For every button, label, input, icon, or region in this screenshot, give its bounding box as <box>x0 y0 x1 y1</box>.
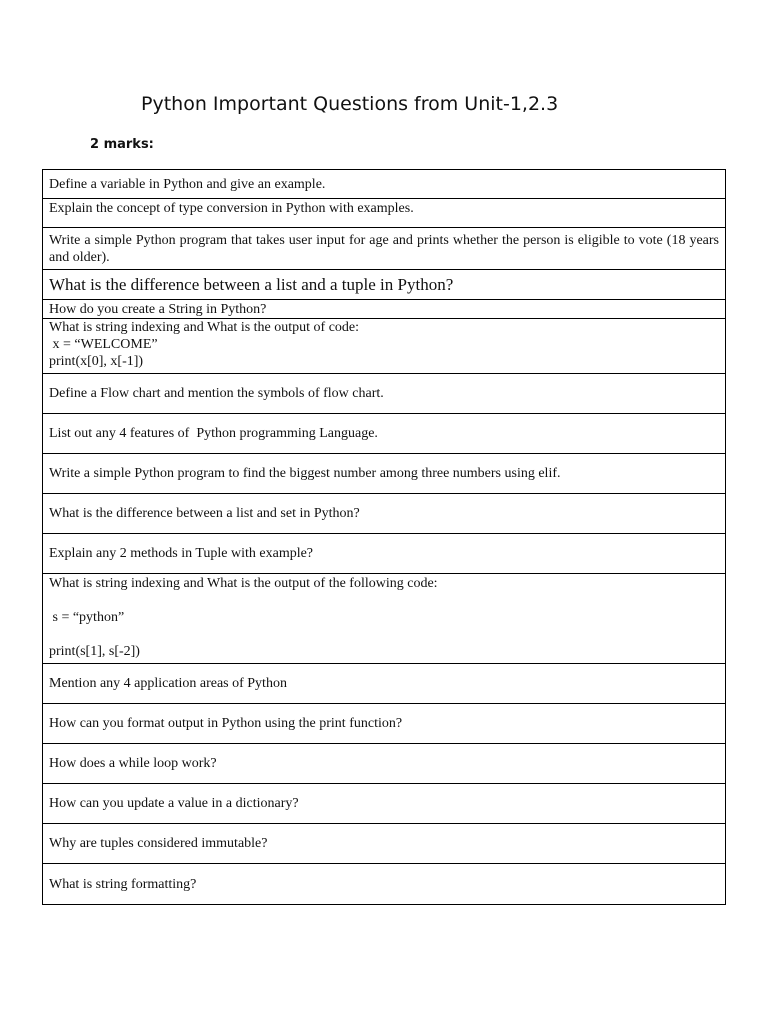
table-row <box>43 824 726 864</box>
question-text: Why are tuples considered immutable? <box>49 836 268 851</box>
code-line: print(x[0], x[-1]) <box>49 354 144 369</box>
code-line: x = “WELCOME” <box>49 337 158 352</box>
table-row <box>43 319 726 374</box>
table-row <box>43 864 726 905</box>
table-row <box>43 228 726 270</box>
table-row <box>43 170 726 199</box>
table-row <box>43 300 726 319</box>
code-line: print(s[1], s[-2]) <box>49 644 140 659</box>
table-row <box>43 374 726 414</box>
table-row <box>43 704 726 744</box>
table-row <box>43 664 726 704</box>
table-row <box>43 199 726 228</box>
table-row <box>43 534 726 574</box>
question-cell <box>43 454 726 494</box>
question-cell <box>43 228 726 270</box>
question-cell <box>43 574 726 664</box>
question-cell <box>43 864 726 905</box>
question-text: List out any 4 features of Python programming Language. <box>49 426 378 441</box>
question-cell <box>43 494 726 534</box>
question-text: How can you update a value in a dictionary? <box>49 796 299 811</box>
question-text: Explain any 2 methods in Tuple with example? <box>49 546 314 561</box>
question-text: What is string formatting? <box>49 876 197 892</box>
question-text: Define a variable in Python and give an example. <box>49 176 326 192</box>
question-text: How can you format output in Python using the print function? <box>49 716 403 731</box>
question-cell <box>43 170 726 199</box>
table-row <box>43 414 726 454</box>
code-line: s = “python” <box>49 610 125 625</box>
question-cell <box>43 824 726 864</box>
table-row <box>43 784 726 824</box>
question-text: Mention any 4 application areas of Python <box>49 676 287 691</box>
question-text: Write a simple Python program to find the biggest number among three numbers using elif. <box>49 466 561 481</box>
question-text: Explain the concept of type conversion in Python with examples. <box>49 201 414 216</box>
question-cell <box>43 664 726 704</box>
question-text: How do you create a String in Python? <box>49 301 267 317</box>
table-row <box>43 454 726 494</box>
question-cell <box>43 744 726 784</box>
section-label: 2 marks: <box>90 137 154 152</box>
question-cell <box>43 300 726 319</box>
question-text: What is string indexing and What is the output of code: <box>49 320 360 335</box>
blank-line <box>49 592 719 609</box>
table-row <box>43 744 726 784</box>
question-cell <box>43 319 726 374</box>
question-cell <box>43 270 726 300</box>
blank-line <box>49 626 719 643</box>
questions-table <box>42 169 726 905</box>
question-text: What is the difference between a list and set in Python? <box>49 506 360 521</box>
question-cell <box>43 784 726 824</box>
question-text: What is string indexing and What is the output of the following code: <box>49 576 438 591</box>
question-cell <box>43 704 726 744</box>
question-cell <box>43 374 726 414</box>
document-title: Python Important Questions from Unit-1,2.3 <box>141 93 559 115</box>
question-text: What is the difference between a list and a tuple in Python? <box>49 275 454 294</box>
question-text: How does a while loop work? <box>49 756 217 771</box>
question-cell <box>43 414 726 454</box>
question-text: Define a Flow chart and mention the symbols of flow chart. <box>49 386 384 401</box>
table-row <box>43 574 726 664</box>
question-cell <box>43 199 726 228</box>
table-row <box>43 270 726 300</box>
question-cell <box>43 534 726 574</box>
table-row <box>43 494 726 534</box>
question-text: Write a simple Python program that takes user input for age and prints whether the person is eligible to vote (18 years and older). <box>49 232 719 265</box>
